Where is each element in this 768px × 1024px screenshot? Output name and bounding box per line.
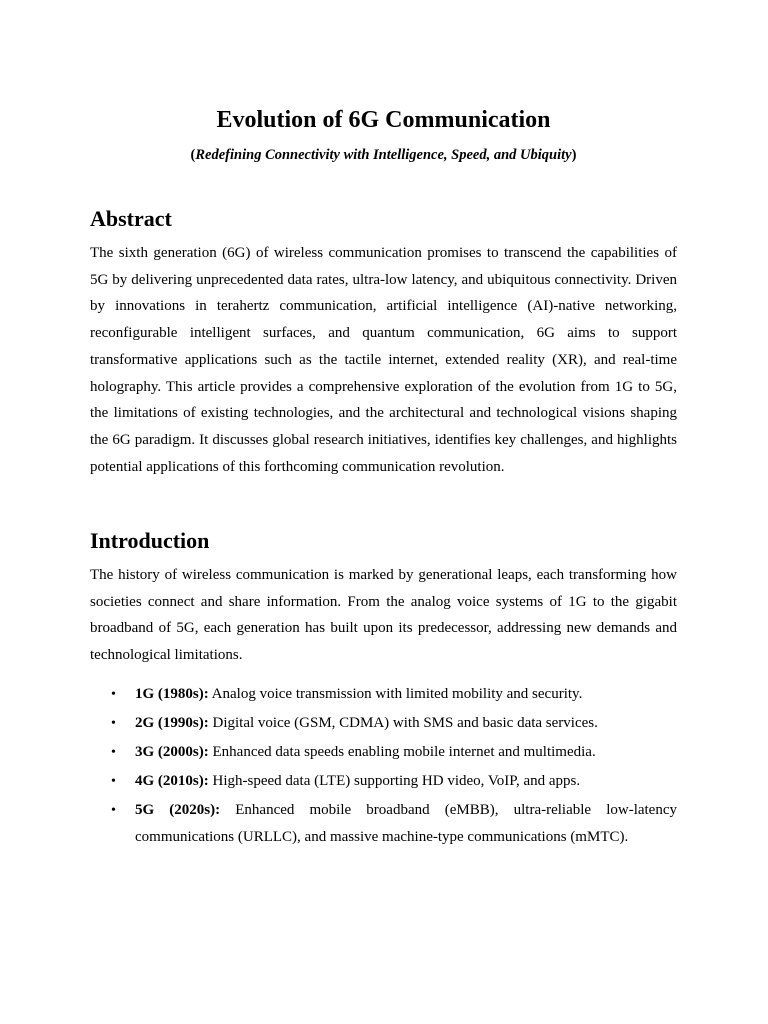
bullet-icon: • bbox=[111, 803, 116, 818]
list-item-text: Analog voice transmission with limited mobility and security. bbox=[208, 686, 583, 702]
abstract-heading: Abstract bbox=[90, 206, 172, 231]
introduction-heading: Introduction bbox=[90, 528, 210, 553]
document-title: Evolution of 6G Communication bbox=[216, 107, 551, 133]
list-item-label: 2G (1990s): bbox=[135, 715, 209, 731]
list-item-text: High-speed data (LTE) supporting HD video, VoIP, and apps. bbox=[208, 773, 581, 789]
list-item bbox=[90, 739, 677, 766]
introduction-body: The history of wireless communication is marked by generational leaps, each transforming how societies connect and share information. From the analog voice systems of 1G to the gigabit broadband of 5G, each generation has built upon its predecessor, addressing new demands and technological limitations. bbox=[90, 567, 677, 664]
list-item-label: 5G (2020s): bbox=[135, 802, 221, 818]
list-item-text: Digital voice (GSM, CDMA) with SMS and basic data services. bbox=[208, 715, 598, 731]
subtitle-close-paren: ) bbox=[571, 147, 577, 163]
list-item bbox=[90, 710, 677, 737]
list-item bbox=[90, 768, 677, 795]
bullet-icon: • bbox=[111, 745, 116, 760]
document-subtitle bbox=[90, 145, 677, 165]
list-item bbox=[90, 797, 677, 851]
subtitle-open-paren: ( bbox=[190, 147, 196, 163]
bullet-icon: • bbox=[111, 774, 116, 789]
subtitle-text: Redefining Connectivity with Intelligence, Speed, and Ubiquity bbox=[195, 147, 572, 163]
bullet-icon: • bbox=[111, 716, 116, 731]
list-item-label: 4G (2010s): bbox=[135, 773, 209, 789]
bullet-icon: • bbox=[111, 687, 116, 702]
list-item-text: Enhanced mobile broadband (eMBB), ultra-reliable low-latency communications (URLLC), and massive machine-type communications (mMTC). bbox=[135, 802, 677, 845]
abstract-body: The sixth generation (6G) of wireless communication promises to transcend the capabilities of 5G by delivering unprecedented data rates, ultra-low latency, and ubiquitous connectivity. Driven by innovations in terahertz communication, artificial intelligence (AI)-native networking, reconfigurable intelligent surfaces, and quantum communication, 6G aims to support transformative applications such as the tactile internet, extended reality (XR), and real-time holography. This article provides a comprehensive exploration of the evolution from 1G to 5G, the limitations of existing technologies, and the architectural and technological visions shaping the 6G paradigm. It discusses global research initiatives, identifies key challenges, and highlights potential applications of this forthcoming communication revolution. bbox=[90, 245, 677, 475]
list-item-label: 1G (1980s): bbox=[135, 686, 209, 702]
list-item-label: 3G (2000s): bbox=[135, 744, 209, 760]
list-item-text: Enhanced data speeds enabling mobile internet and multimedia. bbox=[208, 744, 596, 760]
generation-list bbox=[90, 681, 677, 853]
list-item bbox=[90, 681, 677, 708]
